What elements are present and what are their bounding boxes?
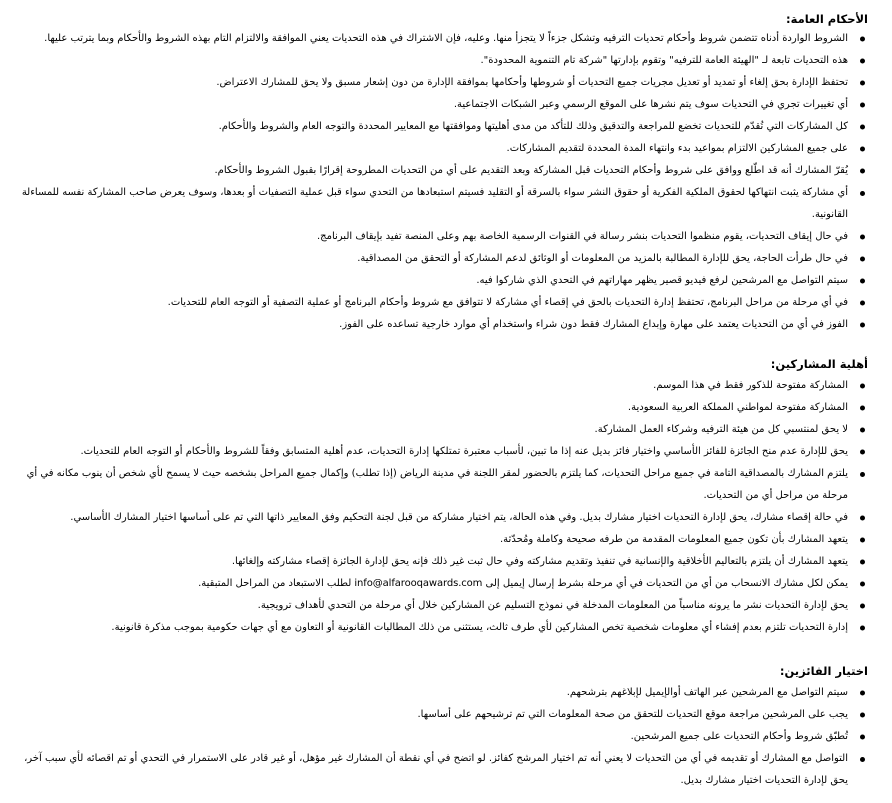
list-item: إدارة التحديات تلتزم بعدم إفشاء أي معلومات شخصية تخص المشاركين لأي طرف ثالث، يستثنى من ذلك المطالبات القانونية أو التعاون مع أي جهات حكومية بموجب مذكرة قانونية. bbox=[10, 617, 872, 639]
bullet-icon bbox=[860, 516, 865, 521]
list-item: في حالة إقصاء مشارك، يحق لإدارة التحديات اختيار مشارك بديل. وفي هذه الحالة، يتم اختيار مشاركة من قبل لجنة التحكيم وفق المعايير ذاتها التي تم على أساسها اختيار المشارك الأساسي. bbox=[10, 507, 872, 529]
list-item: الفوز في أي من التحديات يعتمد على مهارة وإبداع المشارك فقط دون شراء واستخدام أي موارد خارجية تساعده على الفوز. bbox=[10, 314, 872, 336]
section-title: أهلية المشاركين: bbox=[770, 357, 868, 371]
list-item: كل المشاركات التي تُقدّم للتحديات تخضع للمراجعة والتدقيق وذلك للتأكد من مدى أهليتها وموافقتها مع المعايير المحددة والتوجه العام والشروط والأحكام. bbox=[10, 116, 872, 138]
bullet-icon bbox=[860, 626, 865, 631]
bullet-icon bbox=[860, 103, 865, 108]
list-item: سيتم التواصل مع المرشحين عبر الهاتف أوالإيميل لإبلاغهم بترشحهم. bbox=[10, 682, 872, 704]
list-item: التواصل مع المشارك أو تقديمه في أي من التحديات لا يعني أنه تم اختيار المرشح كفائز. لو اتضح في أي نقطة أن المشارك غير مؤهل، أو غير قادر على الاستمرار في التحدي أو تم اقصائه لأي سبب آخر، يحق لإدارة التحديات اختيار مشارك بديل. bbox=[10, 748, 872, 792]
general-terms-section bbox=[10, 12, 872, 336]
list-item: أي تغييرات تجري في التحديات سوف يتم نشرها على الموقع الرسمي وعبر الشبكات الاجتماعية. bbox=[10, 94, 872, 116]
bullet-icon bbox=[860, 713, 865, 718]
bullet-icon bbox=[860, 169, 865, 174]
eligibility-list bbox=[10, 375, 872, 639]
list-item: المشاركة مفتوحة للذكور فقط في هذا الموسم. bbox=[10, 375, 872, 397]
list-item: على جميع المشاركين الالتزام بمواعيد بدء وانتهاء المدة المحددة لتقديم المشاركات. bbox=[10, 138, 872, 160]
bullet-icon bbox=[860, 691, 865, 696]
bullet-icon bbox=[860, 406, 865, 411]
eligibility-section bbox=[10, 357, 872, 639]
list-item: أي مشاركة يثبت انتهاكها لحقوق الملكية الفكرية أو حقوق النشر سواء بالسرقة أو التقليد فسيتم استبعادها من التحدي سواء قبل عملية التصفيات أو بعدها، وسوف يعرض صاحب المشاركة نفسه للمساءلة القانونية. bbox=[10, 182, 872, 226]
bullet-icon bbox=[860, 125, 865, 130]
bullet-icon bbox=[860, 428, 865, 433]
list-item: يمكن لكل مشارك الانسحاب من أي من التحديات في أي مرحلة بشرط إرسال إيميل إلى info@alfarooqawards.com لطلب الاستبعاد من المراحل المتبقية. bbox=[10, 573, 872, 595]
bullet-icon bbox=[860, 384, 865, 389]
list-item: في حال إيقاف التحديات، يقوم منظموا التحديات بنشر رسالة في القنوات الرسمية الخاصة بهم وعلى المنصة تفيد بإيقاف البرنامج. bbox=[10, 226, 872, 248]
general-terms-list bbox=[10, 28, 872, 336]
list-item: الشروط الواردة أدناه تتضمن شروط وأحكام تحديات الترفيه وتشكل جزءاً لا يتجزأ منها. وعليه، فإن الاشتراك في هذه التحديات يعني الموافقة والالتزام التام بهذه الشروط والأحكام وبما يترتب عليها. bbox=[10, 28, 872, 50]
bullet-icon bbox=[860, 604, 865, 609]
bullet-icon bbox=[860, 323, 865, 328]
bullet-icon bbox=[860, 59, 865, 64]
winner-selection-section bbox=[10, 664, 872, 792]
section-title: اختيار الفائزين: bbox=[779, 664, 868, 678]
list-item: يجب على المرشحين مراجعة موقع التحديات للتحقق من صحة المعلومات التي تم ترشيحهم على أساسها. bbox=[10, 704, 872, 726]
list-item: تُطبّق شروط وأحكام التحديات على جميع المرشحين. bbox=[10, 726, 872, 748]
list-item: يتعهد المشارك أن يلتزم بالتعاليم الأخلاقية والإنسانية في تنفيذ وتقديم مشاركته وفي حال ثبت غير ذلك فإنه يحق لإدارة الجائزة إقصاء مشاركته وإلغائها. bbox=[10, 551, 872, 573]
list-item: يلتزم المشارك بالمصداقية التامة في جميع مراحل التحديات، كما يلتزم بالحضور لمقر اللجنة في مدينة الرياض (إذا تطلب) وإكمال جميع المراحل بشخصه حيث لا يسمح لأي شخص أن ينوب مكانه في أي مرحلة من مراحل أي من التحديات. bbox=[10, 463, 872, 507]
bullet-icon bbox=[860, 538, 865, 543]
bullet-icon bbox=[860, 235, 865, 240]
bullet-icon bbox=[860, 81, 865, 86]
bullet-icon bbox=[860, 37, 865, 42]
list-item: في حال طرأت الحاجة، يحق للإدارة المطالبة بالمزيد من المعلومات أو الوثائق لدعم المشاركة أو التحقق من المصداقية. bbox=[10, 248, 872, 270]
list-item: هذه التحديات تابعة لـ "الهيئة العامة للترفيه" وتقوم بإدارتها "شركة تام التنموية المحدودة". bbox=[10, 50, 872, 72]
bullet-icon bbox=[860, 191, 865, 196]
bullet-icon bbox=[860, 560, 865, 565]
bullet-icon bbox=[860, 147, 865, 152]
bullet-icon bbox=[860, 757, 865, 762]
list-item: يتعهد المشارك بأن تكون جميع المعلومات المقدمة من طرفه صحيحة وكاملة ومُحدّثة. bbox=[10, 529, 872, 551]
list-item: يُقرّ المشارك أنه قد اطّلع ووافق على شروط وأحكام التحديات قبل المشاركة وبعد التقديم على أي من التحديات المطروحة إقرارًا بقبول الشروط والأحكام. bbox=[10, 160, 872, 182]
list-item: يحق للإدارة عدم منح الجائزة للفائز الأساسي واختيار فائز بديل عنه إذا ما تبين، لأسباب معتبرة تمتلكها إدارة التحديات، عدم أهلية المتسابق وفقاً للشروط والأحكام أو التوجه العام للتحديات. bbox=[10, 441, 872, 463]
bullet-icon bbox=[860, 450, 865, 455]
winner-selection-list bbox=[10, 682, 872, 792]
bullet-icon bbox=[860, 301, 865, 306]
list-item: سيتم التواصل مع المرشحين لرفع فيديو قصير يظهر مهاراتهم في التحدي الذي شاركوا فيه. bbox=[10, 270, 872, 292]
bullet-icon bbox=[860, 735, 865, 740]
bullet-icon bbox=[860, 472, 865, 477]
section-title: الأحكام العامة: bbox=[786, 12, 868, 26]
list-item: المشاركة مفتوحة لمواطني المملكة العربية السعودية. bbox=[10, 397, 872, 419]
bullet-icon bbox=[860, 582, 865, 587]
list-item: يحق لإدارة التحديات نشر ما يرونه مناسباً من المعلومات المدخلة في نموذج التسليم عن المشاركين خلال أي مرحلة من التحدي لأهداف ترويجية. bbox=[10, 595, 872, 617]
list-item: لا يحق لمنتسبي كل من هيئة الترفيه وشركاء العمل المشاركة. bbox=[10, 419, 872, 441]
bullet-icon bbox=[860, 257, 865, 262]
list-item: في أي مرحلة من مراحل البرنامج، تحتفظ إدارة التحديات بالحق في إقصاء أي مشاركة لا تتوافق مع شروط وأحكام البرنامج أو عملية التصفية أو التوجه العام للتحديات. bbox=[10, 292, 872, 314]
bullet-icon bbox=[860, 279, 865, 284]
list-item: تحتفظ الإدارة بحق إلغاء أو تمديد أو تعديل مجريات جميع التحديات أو شروطها وأحكامها بموافقة الإدارة من دون إشعار مسبق ولا يحق للمشارك الاعتراض. bbox=[10, 72, 872, 94]
